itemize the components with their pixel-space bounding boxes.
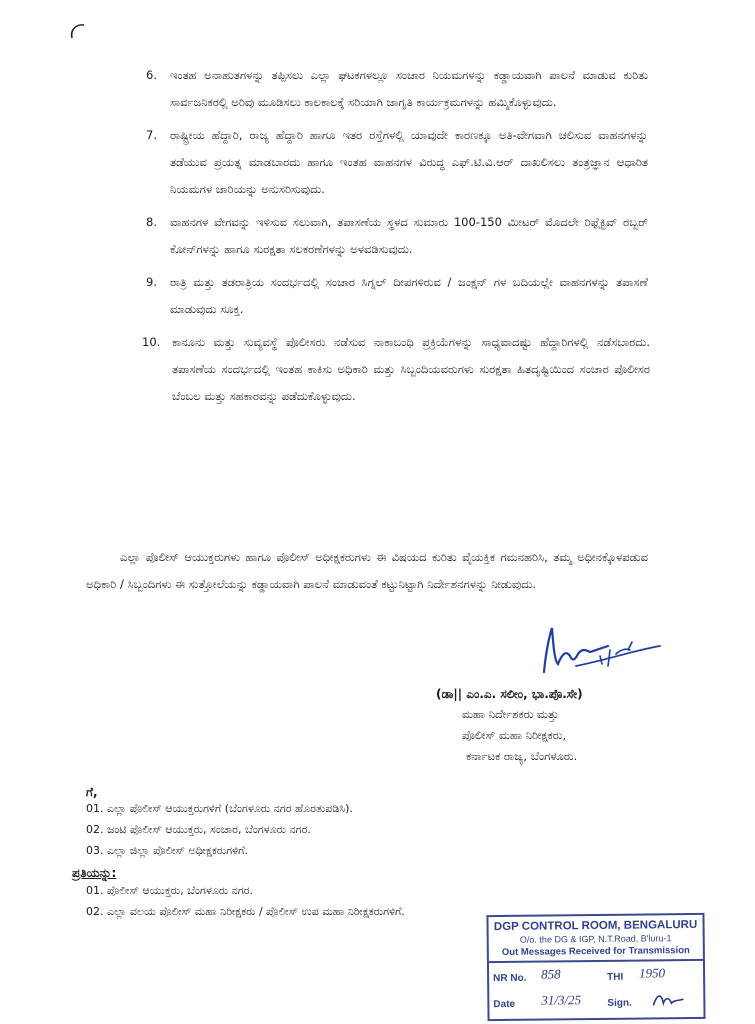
handwritten-signature [536,620,666,680]
stamp-thi-label: THI [607,971,624,983]
list-item: 01. ಎಲ್ಲಾ ಪೊಲೀಸ್ ಆಯುಕ್ತರುಗಳಿಗೆ (ಬೆಂಗಳೂರು ನಗರ ಹೊರತುಪಡಿಸಿ). [86,802,353,815]
stamp-title: DGP CONTROL ROOM, BENGALURU [493,918,698,934]
stamp-subtitle: Out Messages Received for Transmission [501,945,690,958]
signatory-title-2: ಪೊಲೀಸ್ ಮಹಾ ನಿರೀಕ್ಷಕರು, [462,728,567,742]
item-number: 10. [142,335,161,349]
list-item [0,269,755,323]
stamp-thi-value: 1950 [638,965,666,981]
stamp-address: O/o. the DG & IGP, N.T.Road, B'luru-1 [519,933,672,945]
item-text: ರಾಷ್ಟ್ರೀಯ ಹೆದ್ದಾರಿ, ರಾಜ್ಯ ಹೆದ್ದಾರಿ ಹಾಗೂ ಇತರ ರಸ್ತೆಗಳಲ್ಲಿ ಯಾವುದೇ ಕಾರಣಕ್ಕೂ ಅತಿ-ವೇಗವಾಗಿ ಚಲಿಸುವ ವಾಹನಗಳನ್ನು ತಡೆಯುವ ಪ್ರಯತ್ನ ಮಾಡಬಾರದು ಹಾಗೂ ಇಂತಹ ವಾಹನಗಳ ವಿರುದ್ಧ ಎಫ್.ಟಿ.ವಿ.ಆರ್ ದಾಖಲಿಸಲು ತಂತ್ರಜ್ಞಾನ ಆಧಾರಿತ ನಿಯಮಗಳ ಜಾರಿಯನ್ನು ಅನುಸರಿಸುವುದು. [170,128,648,196]
closing-paragraph: ಎಲ್ಲಾ ಪೊಲೀಸ್ ಆಯುಕ್ತರುಗಳು ಹಾಗೂ ಪೊಲೀಸ್ ಅಧೀಕ್ಷಕರುಗಳು ಈ ವಿಷಯದ ಕುರಿತು ವೈಯಕ್ತಿಕ ಗಮನಹರಿಸಿ, ತಮ್ಮ ಅಧೀನಕ್ಕೊಳಪಡುವ ಅಧಿಕಾರಿ / ಸಿಬ್ಬಂದಿಗಳು ಈ ಸುತ್ತೋಲೆಯನ್ನು ಕಡ್ಡಾಯವಾಗಿ ಪಾಲನೆ ಮಾಡುವಂತೆ ಕಟ್ಟುನಿಟ್ಟಾಗಿ ನಿರ್ದೇಶನಗಳನ್ನು ನೀಡುವುದು. [86,550,648,591]
item-number: 6. [146,68,157,82]
list-item [0,122,755,203]
list-item [0,62,755,116]
item-number: 9. [146,275,157,289]
control-room-stamp [486,913,705,1021]
stamp-row-number [489,961,703,989]
item-text: ರಾತ್ರಿ ಮತ್ತು ತಡರಾತ್ರಿಯ ಸಂದರ್ಭದಲ್ಲಿ ಸಂಚಾರ ಸಿಗ್ನಲ್ ದೀಪಗಳಿರುವ / ಜಂಕ್ಷನ್ ಗಳ ಬದಿಯಲ್ಲೇ ವಾಹನಗಳನ್ನು ತಪಾಸಣೆ ಮಾಡುವುದು ಸೂಕ್ತ. [170,275,648,316]
stamp-row-date [489,987,703,1015]
list-item: 02. ಜಂಟಿ ಪೊಲೀಸ್ ಆಯುಕ್ತರು, ಸಂಚಾರ, ಬೆಂಗಳೂರು ನಗರ. [86,823,311,836]
list-item: 01. ಪೊಲೀಸ್ ಆಯುಕ್ತರು, ಬೆಂಗಳೂರು ನಗರ. [86,884,254,897]
item-text: ಇಂತಹ ಅನಾಹುತಗಳನ್ನು ತಪ್ಪಿಸಲು ಎಲ್ಲಾ ಘಟಕಗಳಲ್ಲೂ ಸಂಚಾರ ನಿಯಮಗಳನ್ನು ಕಡ್ಡಾಯವಾಗಿ ಪಾಲನೆ ಮಾಡುವ ಕುರಿತು ಸಾರ್ವಜನಿಕರಲ್ಲಿ ಅರಿವು ಮೂಡಿಸಲು ಕಾಲಕಾಲಕ್ಕೆ ಸರಿಯಾಗಿ ಜಾಗೃತಿ ಕಾರ್ಯಕ್ರಮಗಳನ್ನು ಹಮ್ಮಿಕೊಳ್ಳುವುದು. [170,68,648,109]
list-item: 03. ಎಲ್ಲಾ ಜಿಲ್ಲಾ ಪೊಲೀಸ್ ಅಧೀಕ್ಷಕರುಗಳಿಗೆ. [86,844,249,857]
stamp-date-value: 31/3/25 [541,992,582,1008]
item-text: ಕಾನೂನು ಮತ್ತು ಸುವ್ಯವಸ್ಥೆ ಪೊಲೀಸರು ನಡೆಸುವ ನಾಕಾಬಂಧಿ ಪ್ರಕ್ರಿಯೆಗಳನ್ನು ಸಾಧ್ಯವಾದಷ್ಟು ಹೆದ್ದಾರಿಗಳಲ್ಲಿ ನಡೆಸಬಾರದು. ತಪಾಸಣೆಯ ಸಂದರ್ಭದಲ್ಲಿ ಇಂತಹ ಕಾಕಿಸು ಅಧಿಕಾರಿ ಮತ್ತು ಸಿಬ್ಬಂದಿಯವರುಗಳು ಸುರಕ್ಷತಾ ಹಿತದೃಷ್ಟಿಯಿಂದ ಸಂಚಾರ ಪೊಲೀಸರ ಬೆಂಬಲ ಮತ್ತು ಸಹಕಾರವನ್ನು ಪಡೆದುಕೊಳ್ಳುವುದು. [172,335,650,403]
stamp-nr-label: NR No. [493,972,527,985]
recipients-list [86,798,606,861]
copy-to-heading: ಪ್ರತಿಯನ್ನು: [72,866,117,880]
stamp-date-label: Date [493,998,516,1011]
instruction-list [0,62,755,416]
signatory-block [436,684,666,767]
list-item [0,329,755,410]
stamp-initials [649,989,689,1011]
list-item [0,209,755,263]
corner-mark [68,20,90,42]
stamp-nr-value: 858 [540,966,561,982]
signatory-title-1: ಮಹಾ ನಿರ್ದೇಶಕರು ಮತ್ತು [462,707,559,721]
recipients-heading: ಗೆ, [86,785,98,799]
signatory-name: (ಡಾ|| ಎಂ.ಎ. ಸಲೀಂ, ಭಾ.ಪೊ.ಸೇ) [436,687,583,701]
stamp-sign-label: Sign. [607,997,632,1009]
item-number: 7. [146,128,157,142]
list-item: 02. ಎಲ್ಲಾ ವಲಯ ಪೊಲೀಸ್ ಮಹಾ ನಿರೀಕ್ಷಕರು / ಪೊಲೀಸ್ ಉಪ ಮಹಾ ನಿರೀಕ್ಷಕರುಗಳಿಗೆ. [86,905,405,918]
item-text: ವಾಹನಗಳ ವೇಗವನ್ನು ಇಳಿಸುವ ಸಲುವಾಗಿ, ತಪಾಸಣೆಯ ಸ್ಥಳದ ಸುಮಾರು 100-150 ಮೀಟರ್ ಮೊದಲೇ ರಿಫ್ಲೆಕ್ಟಿವ್ ರಬ್ಬರ್ ಕೋನ್‌ಗಳನ್ನು ಹಾಗೂ ಸುರಕ್ಷತಾ ಸಲಕರಣೆಗಳನ್ನು ಅಳವಡಿಸುವುದು. [170,215,648,256]
signatory-title-3: ಕರ್ನಾಟಕ ರಾಜ್ಯ, ಬೆಂಗಳೂರು. [466,749,578,763]
item-number: 8. [146,215,157,229]
